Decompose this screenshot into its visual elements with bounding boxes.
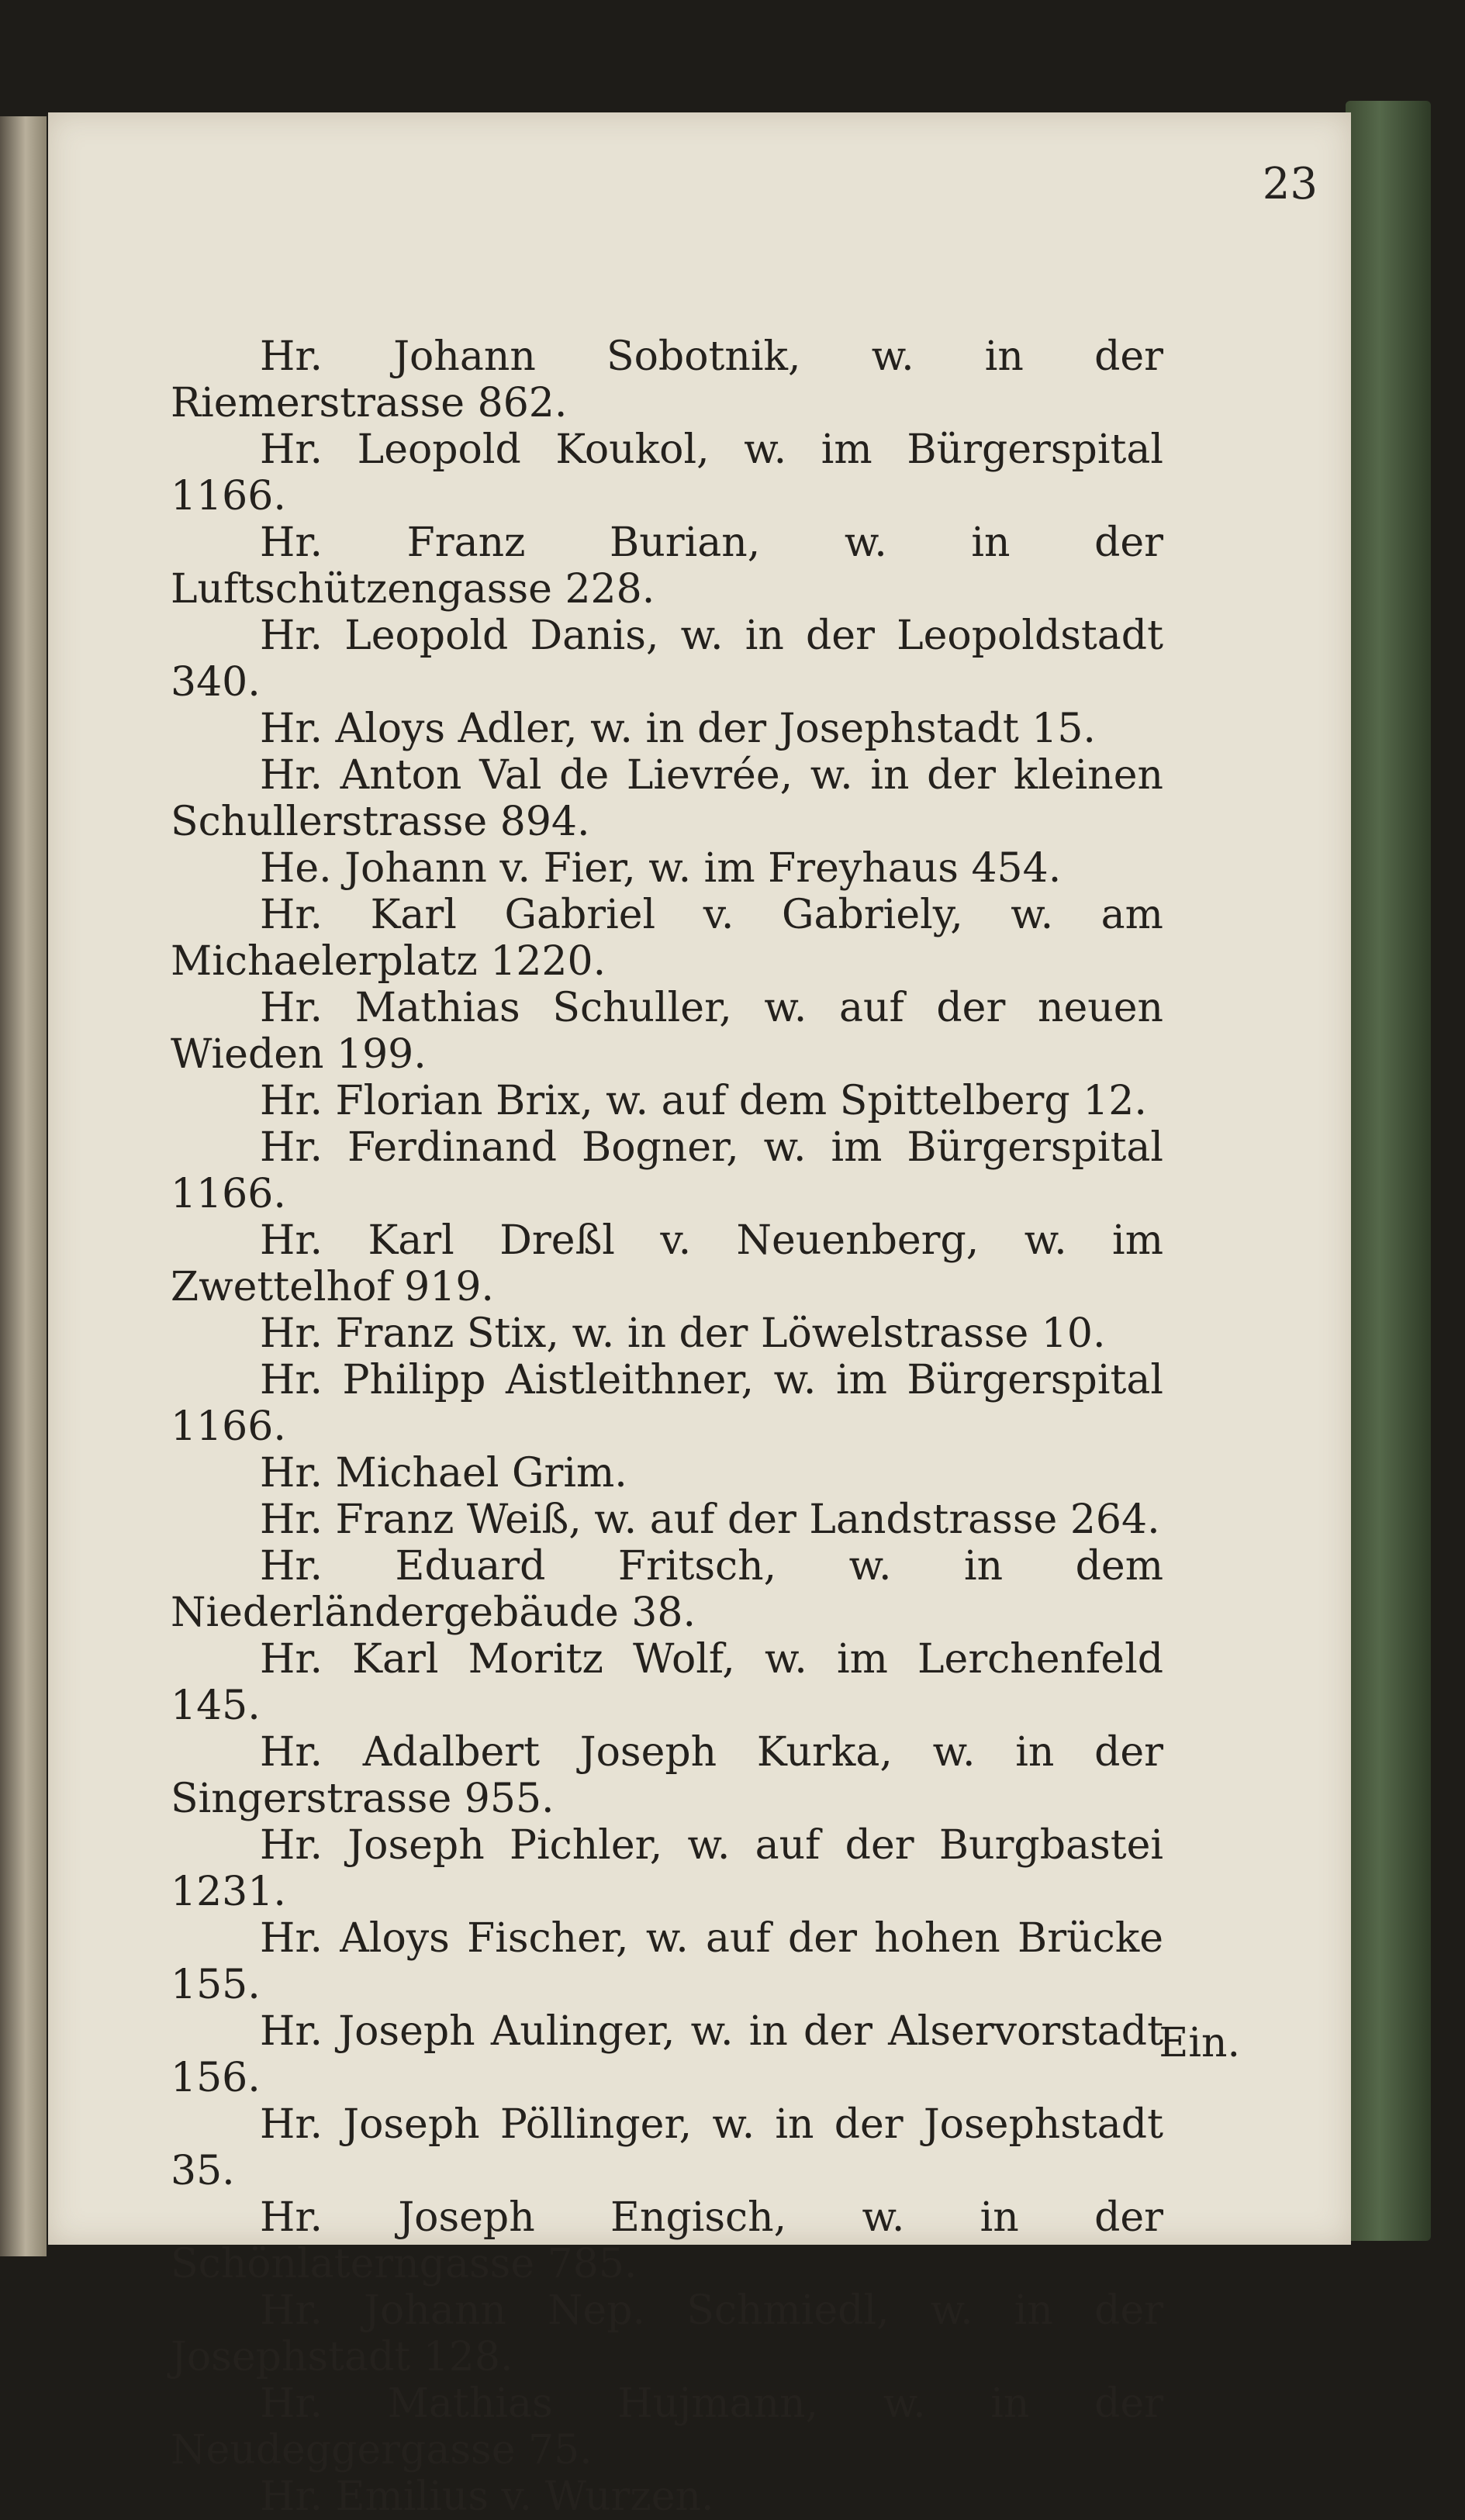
- list-item: Hr. Aloys Adler, w. in der Josephstadt 15.: [260, 706, 1096, 752]
- list-item: Hr. Adalbert Joseph Kurka, w. in der Singerstrasse 955.: [171, 1729, 1163, 1822]
- list-item: Hr. Joseph Pöllinger, w. in der Josephstadt 35.: [171, 2101, 1163, 2194]
- list-item: Hr. Ferdinand Bogner, w. im Bürgerspital 1166.: [171, 1124, 1163, 1217]
- page-number: 23: [1262, 159, 1318, 209]
- list-item: Hr. Johann Sobotnik, w. in der Riemerstrasse 862.: [171, 333, 1163, 426]
- list-item: Hr. Anton Val de Lievrée, w. in der kleinen Schullerstrasse 894.: [171, 752, 1163, 845]
- list-item: Hr. Karl Dreßl v. Neuenberg, w. im Zwettelhof 919.: [171, 1217, 1163, 1310]
- list-item: Hr. Eduard Fritsch, w. in dem Niederländergebäude 38.: [171, 1543, 1163, 1636]
- list-item: Hr. Emilius v. Wurzen.: [260, 2473, 714, 2520]
- list-item: Hr. Joseph Pichler, w. auf der Burgbastei 1231.: [171, 1822, 1163, 1915]
- list-item: Hr. Philipp Aistleithner, w. im Bürgerspital 1166.: [171, 1357, 1163, 1450]
- list-item: Hr. Leopold Danis, w. in der Leopoldstadt 340.: [171, 613, 1163, 706]
- previous-page-edge: [0, 116, 47, 2256]
- list-item: Hr. Michael Grim.: [260, 1450, 627, 1496]
- list-item: Hr. Karl Moritz Wolf, w. im Lerchenfeld 145.: [171, 1636, 1163, 1729]
- list-item: Hr. Leopold Koukol, w. im Bürgerspital 1166.: [171, 426, 1163, 520]
- list-item: He. Johann v. Fier, w. im Freyhaus 454.: [260, 845, 1062, 892]
- list-item: Hr. Mathias Hujmann, w. in der Neudeggergasse 75.: [171, 2380, 1163, 2473]
- list-item: Hr. Franz Weiß, w. auf der Landstrasse 264.: [260, 1496, 1160, 1543]
- catchword: Ein.: [1159, 2020, 1240, 2066]
- list-item: Hr. Joseph Engisch, w. in der Schönlaterngasse 785.: [171, 2194, 1163, 2287]
- address-list: [171, 333, 1163, 2520]
- list-item: Hr. Franz Stix, w. in der Löwelstrasse 10.: [260, 1310, 1106, 1357]
- list-item: Hr. Joseph Aulinger, w. in der Alservorstadt 156.: [171, 2008, 1163, 2101]
- book-cover-edge: [1346, 101, 1431, 2241]
- list-item: Hr. Mathias Schuller, w. auf der neuen Wieden 199.: [171, 985, 1163, 1078]
- list-item: Hr. Florian Brix, w. auf dem Spittelberg 12.: [260, 1078, 1147, 1124]
- list-item: Hr. Johann Nep. Schmiedl, w. in der Josephstadt 128.: [171, 2287, 1163, 2380]
- list-item: Hr. Aloys Fischer, w. auf der hohen Brücke 155.: [171, 1915, 1163, 2008]
- list-item: Hr. Franz Burian, w. in der Luftschützengasse 228.: [171, 520, 1163, 613]
- list-item: Hr. Karl Gabriel v. Gabriely, w. am Michaelerplatz 1220.: [171, 892, 1163, 985]
